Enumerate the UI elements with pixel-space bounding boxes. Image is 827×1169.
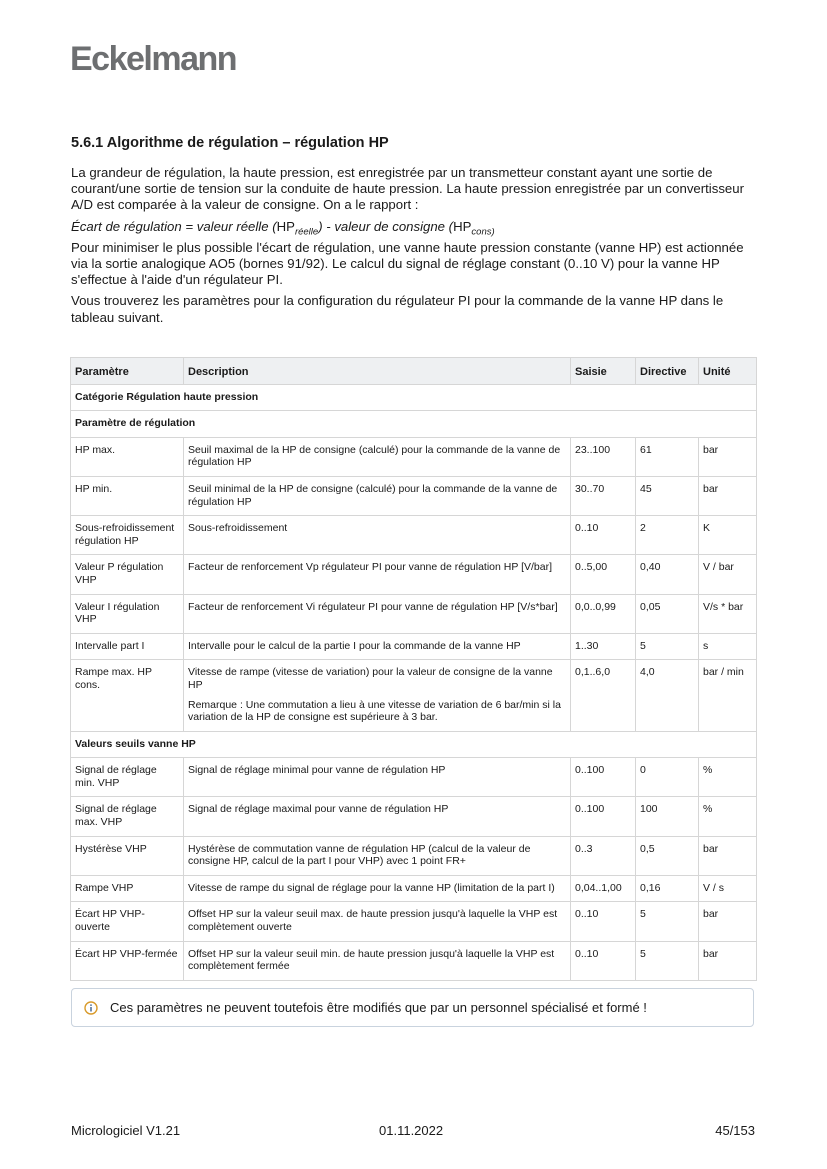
cell-parameter: Valeur I régulation VHP (71, 594, 184, 633)
cell-unit: V / bar (699, 555, 757, 594)
category-cell: Catégorie Régulation haute pression (71, 384, 757, 411)
paragraph-intro: La grandeur de régulation, la haute pression, est enregistrée par un transmetteur constant ayant une sortie de courant/une sortie de tension sur la conduite de haute pression. La haute pression enregistrée par un convertisseur A/D est comparée à la valeur de consigne. On a le rapport : (71, 165, 744, 213)
cell-parameter: Intervalle part I (71, 633, 184, 660)
table-row (71, 516, 757, 555)
note-text: Ces paramètres ne peuvent toutefois être modifiés que par un personnel spécialisé et formé ! (110, 1000, 647, 1015)
cell-parameter: Signal de réglage min. VHP (71, 758, 184, 797)
cell-parameter: Valeur P régulation VHP (71, 555, 184, 594)
cell-description: Seuil minimal de la HP de consigne (calculé) pour la commande de la vanne de régulation HP (184, 476, 571, 515)
cell-unit: bar (699, 476, 757, 515)
cell-unit: bar / min (699, 660, 757, 731)
cell-parameter: Sous-refroidissement régulation HP (71, 516, 184, 555)
cell-input-range: 30..70 (571, 476, 636, 515)
formula-part1: Écart de régulation = valeur réelle ( (71, 218, 277, 234)
cell-input-range: 0..10 (571, 516, 636, 555)
table-row (71, 633, 757, 660)
cell-parameter: HP max. (71, 437, 184, 476)
table-row (71, 437, 757, 476)
cell-description (184, 660, 571, 731)
cell-input-range: 0..100 (571, 758, 636, 797)
cell-unit: % (699, 758, 757, 797)
cell-description: Signal de réglage maximal pour vanne de régulation HP (184, 797, 571, 836)
cell-parameter: Hystérèse VHP (71, 836, 184, 875)
paragraph-valve: Pour minimiser le plus possible l'écart de régulation, une vanne haute pression constante (vanne HP) est actionnée via la sortie analogique AO5 (bornes 91/92). Le calcul du signal de réglage constant (0..10 V) pour la vanne HP s'effectue à l'aide d'un régulateur PI. (71, 239, 744, 288)
formula-line (71, 218, 756, 238)
cell-description: Hystérèse de commutation vanne de régulation HP (calcul de la valeur de consigne HP, calcul de la part I pour VHP) avec 1 point FR+ (184, 836, 571, 875)
cell-default: 2 (636, 516, 699, 555)
cell-default: 0,5 (636, 836, 699, 875)
cell-parameter: Écart HP VHP-fermée (71, 941, 184, 980)
cell-default: 100 (636, 797, 699, 836)
group-row (71, 731, 757, 758)
cell-default: 0,40 (636, 555, 699, 594)
cell-unit: K (699, 516, 757, 555)
table-row (71, 875, 757, 902)
cell-default: 0,05 (636, 594, 699, 633)
cell-input-range: 0..10 (571, 941, 636, 980)
cell-default: 0 (636, 758, 699, 797)
header-unit: Unité (699, 358, 757, 385)
cell-input-range: 1..30 (571, 633, 636, 660)
cell-description: Seuil maximal de la HP de consigne (calculé) pour la commande de la vanne de régulation HP (184, 437, 571, 476)
cell-input-range: 0,1..6,0 (571, 660, 636, 731)
footer-date: 01.11.2022 (379, 1123, 444, 1138)
cell-parameter: Signal de réglage max. VHP (71, 797, 184, 836)
cell-description: Facteur de renforcement Vp régulateur PI pour vanne de régulation HP [V/bar] (184, 555, 571, 594)
cell-description: Offset HP sur la valeur seuil max. de haute pression jusqu'à laquelle la VHP est complètement ouverte (184, 902, 571, 941)
cell-default: 0,16 (636, 875, 699, 902)
cell-description: Facteur de renforcement Vi régulateur PI pour vanne de régulation HP [V/s*bar] (184, 594, 571, 633)
cell-description: Intervalle pour le calcul de la partie I pour la commande de la vanne HP (184, 633, 571, 660)
table-row (71, 941, 757, 980)
info-icon (84, 1001, 98, 1015)
footer-firmware: Micrologiciel V1.21 (71, 1123, 181, 1138)
description-text: Vitesse de rampe (vitesse de variation) pour la valeur de consigne de la vanne HP (188, 666, 553, 691)
formula-part2: ) - valeur de consigne ( (318, 218, 454, 234)
cell-default: 45 (636, 476, 699, 515)
section-heading: 5.6.1 Algorithme de régulation – régulation HP (71, 135, 389, 151)
section-body (71, 165, 756, 331)
cell-unit: bar (699, 437, 757, 476)
cell-input-range: 0..3 (571, 836, 636, 875)
cell-input-range: 0,04..1,00 (571, 875, 636, 902)
formula-hp1: HP (276, 218, 295, 234)
cell-default: 5 (636, 941, 699, 980)
header-default: Directive (636, 358, 699, 385)
parameter-table (70, 357, 757, 981)
cell-parameter: HP min. (71, 476, 184, 515)
description-remark: Remarque : Une commutation a lieu à une vitesse de variation de 6 bar/min si la variation de la HP de consigne est supérieure à 3 bar. (188, 698, 561, 724)
cell-unit: bar (699, 941, 757, 980)
formula-hp2: HP (453, 218, 472, 234)
footer-page-number: 45/153 (715, 1123, 755, 1138)
cell-default: 5 (636, 633, 699, 660)
cell-default: 4,0 (636, 660, 699, 731)
cell-input-range: 0..10 (571, 902, 636, 941)
cell-unit: % (699, 797, 757, 836)
table-header-row (71, 358, 757, 385)
header-parameter: Paramètre (71, 358, 184, 385)
cell-input-range: 0..100 (571, 797, 636, 836)
table-row (71, 476, 757, 515)
table-row (71, 594, 757, 633)
brand-logo: Eckelmann (70, 40, 237, 78)
group-title-thresholds: Valeurs seuils vanne HP (71, 731, 757, 758)
header-description: Description (184, 358, 571, 385)
group-row (71, 411, 757, 438)
cell-input-range: 0,0..0,99 (571, 594, 636, 633)
group2-rows (71, 758, 757, 981)
cell-description: Sous-refroidissement (184, 516, 571, 555)
info-note (71, 988, 754, 1027)
cell-description: Vitesse de rampe du signal de réglage pour la vanne HP (limitation de la part I) (184, 875, 571, 902)
table-row (71, 660, 757, 731)
cell-unit: bar (699, 902, 757, 941)
group1-rows (71, 437, 757, 731)
cell-unit: bar (699, 836, 757, 875)
table-row (71, 902, 757, 941)
cell-unit: V/s * bar (699, 594, 757, 633)
category-row (71, 384, 757, 411)
table-row (71, 836, 757, 875)
group-title-regulation: Paramètre de régulation (71, 411, 757, 438)
table-row (71, 797, 757, 836)
cell-default: 61 (636, 437, 699, 476)
cell-unit: s (699, 633, 757, 660)
cell-description: Offset HP sur la valeur seuil min. de haute pression jusqu'à laquelle la VHP est complètement fermée (184, 941, 571, 980)
cell-default: 5 (636, 902, 699, 941)
cell-unit: V / s (699, 875, 757, 902)
cell-input-range: 23..100 (571, 437, 636, 476)
formula-sub1: réelle (294, 226, 319, 238)
table-row (71, 758, 757, 797)
header-input: Saisie (571, 358, 636, 385)
formula-sub2: cons) (471, 226, 495, 238)
cell-parameter: Rampe max. HP cons. (71, 660, 184, 731)
cell-input-range: 0..5,00 (571, 555, 636, 594)
paragraph-table-intro: Vous trouverez les paramètres pour la configuration du régulateur PI pour la commande de la vanne HP dans le tableau suivant. (71, 293, 724, 325)
cell-parameter: Écart HP VHP-ouverte (71, 902, 184, 941)
cell-parameter: Rampe VHP (71, 875, 184, 902)
table-row (71, 555, 757, 594)
cell-description: Signal de réglage minimal pour vanne de régulation HP (184, 758, 571, 797)
